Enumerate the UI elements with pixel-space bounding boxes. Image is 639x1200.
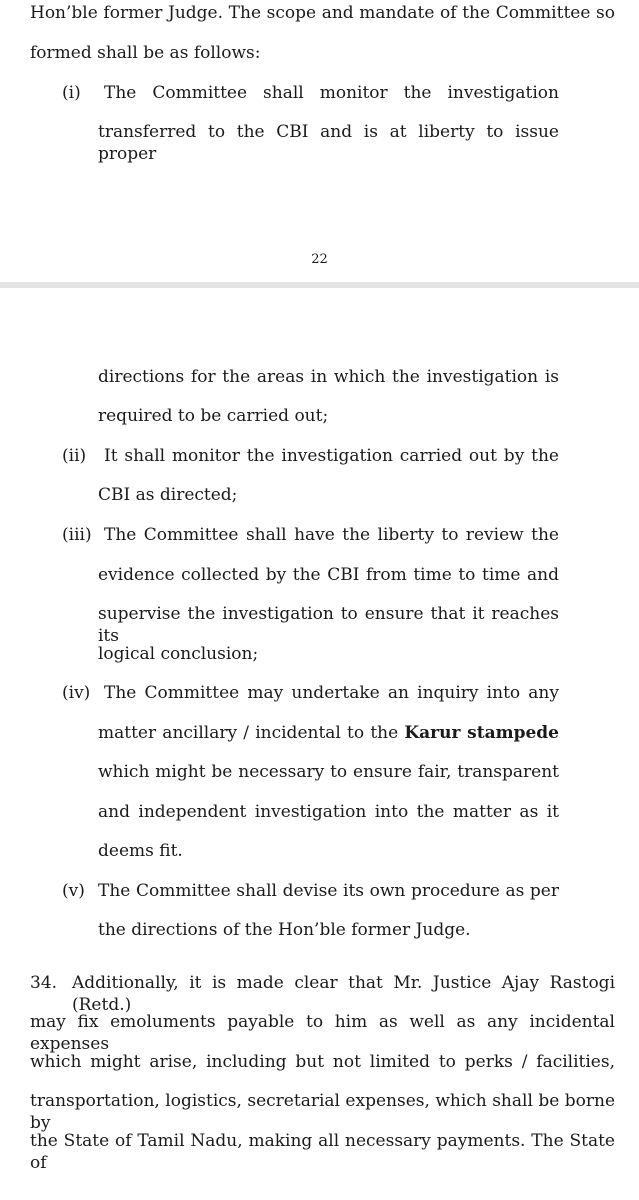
item-line: evidence collected by the CBI from time to time and bbox=[98, 565, 559, 585]
item-line: It shall monitor the investigation carried out by the bbox=[104, 446, 559, 466]
item-label: (v) bbox=[62, 881, 85, 901]
item-line: logical conclusion; bbox=[98, 644, 259, 664]
paragraph-line: Hon’ble former Judge. The scope and mandate of the Committee so bbox=[30, 3, 615, 23]
item-label: (i) bbox=[62, 83, 81, 103]
paragraph-line: Additionally, it is made clear that Mr. Justice Ajay Rastogi (Retd.) bbox=[72, 973, 615, 1015]
bold-term: Karur stampede bbox=[404, 723, 559, 743]
paragraph-line: transportation, logistics, secretarial expenses, which shall be borne by bbox=[30, 1091, 615, 1133]
page-23 bbox=[0, 288, 639, 1200]
paragraph-line: may fix emoluments payable to him as well as any incidental expenses bbox=[30, 1012, 615, 1054]
item-label: (iv) bbox=[62, 683, 91, 703]
page-22 bbox=[0, 0, 639, 282]
paragraph-line: which might arise, including but not limited to perks / facilities, bbox=[30, 1052, 615, 1072]
item-line: which might be necessary to ensure fair, transparent bbox=[98, 762, 559, 782]
item-line: The Committee shall have the liberty to review the bbox=[104, 525, 559, 545]
paragraph-line: the State of Tamil Nadu, making all necessary payments. The State of bbox=[30, 1131, 615, 1173]
item-line: and independent investigation into the matter as it bbox=[98, 802, 559, 822]
item-line: required to be carried out; bbox=[98, 406, 329, 426]
item-line: The Committee shall devise its own procedure as per bbox=[98, 881, 559, 901]
item-label: (iii) bbox=[62, 525, 92, 545]
item-line: supervise the investigation to ensure that it reaches its bbox=[98, 604, 559, 646]
item-label: (ii) bbox=[62, 446, 87, 466]
item-text: matter ancillary / incidental to the bbox=[98, 723, 399, 743]
item-line: directions for the areas in which the investigation is bbox=[98, 367, 559, 387]
item-line: transferred to the CBI and is at liberty to issue proper bbox=[98, 122, 559, 164]
paragraph-line: formed shall be as follows: bbox=[30, 43, 261, 63]
item-line: the directions of the Hon’ble former Judge. bbox=[98, 920, 471, 940]
page-number: 22 bbox=[311, 252, 328, 267]
item-line: The Committee may undertake an inquiry into any bbox=[104, 683, 559, 703]
item-line bbox=[98, 722, 559, 744]
item-line: CBI as directed; bbox=[98, 485, 238, 505]
paragraph-number: 34. bbox=[30, 973, 58, 993]
item-line: deems fit. bbox=[98, 841, 183, 861]
item-line: The Committee shall monitor the investigation bbox=[104, 83, 559, 103]
